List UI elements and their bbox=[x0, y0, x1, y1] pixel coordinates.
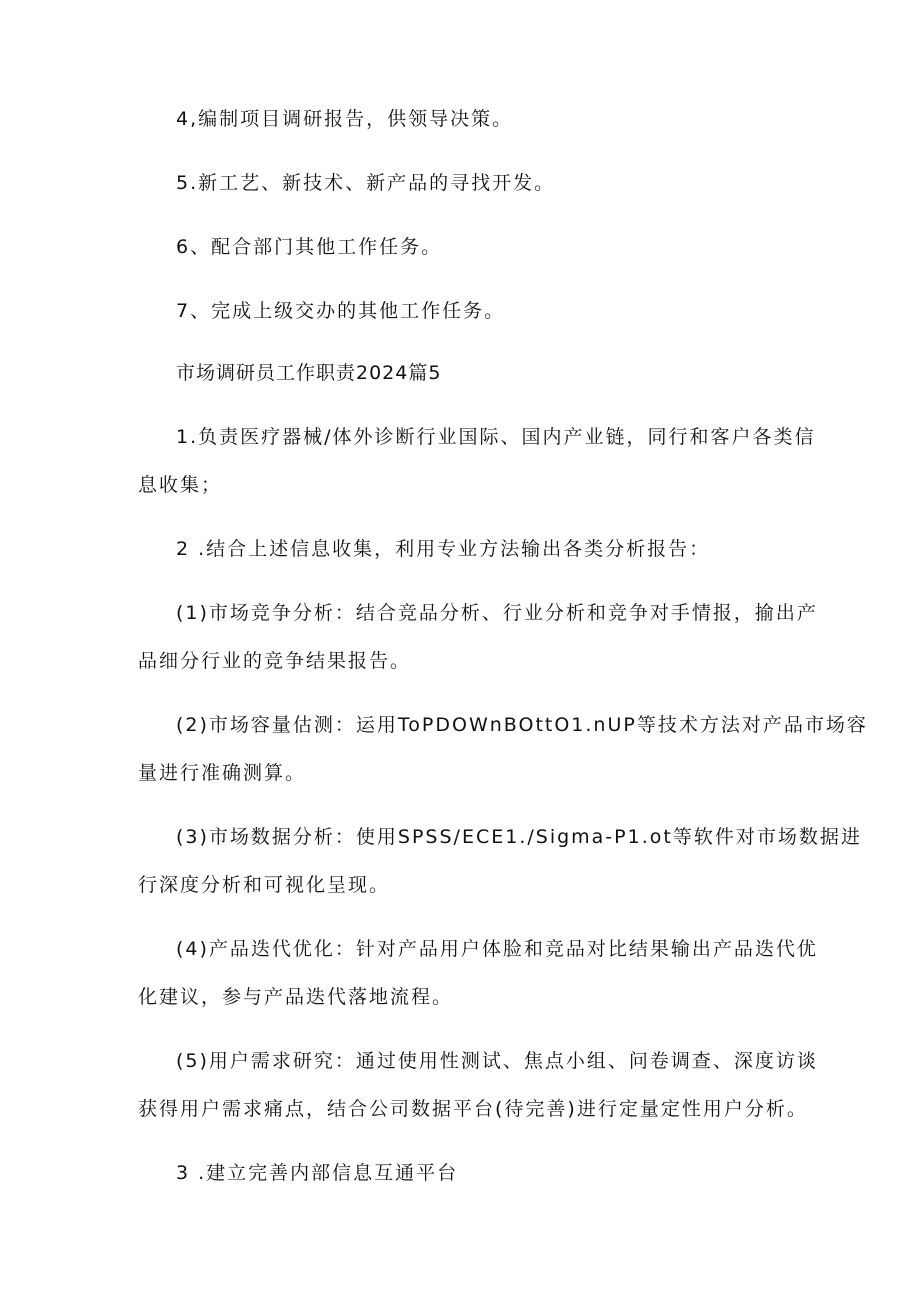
item-6: 6、配合部门其他工作任务。 bbox=[176, 236, 443, 258]
duty-3: 3 .建立完善内部信息互通平台 bbox=[176, 1162, 459, 1184]
item-7: 7、完成上级交办的其他工作任务。 bbox=[176, 300, 506, 322]
sub-2-line-2: 量进行准确测算。 bbox=[138, 762, 307, 784]
sub-1-line-2: 品细分行业的竞争结果报告。 bbox=[138, 650, 412, 672]
sub-4-line-2: 化建议，参与产品迭代落地流程。 bbox=[138, 986, 454, 1008]
sub-1-line-1: (1)市场竞争分析：结合竞品分析、行业分析和竞争对手情报，揄出产 bbox=[176, 602, 818, 624]
duty-1-line-1: 1.负责医疗器械/体外诊断行业国际、国内产业链，同行和客户各类信 bbox=[176, 426, 816, 448]
duty-2: 2 .结合上述信息收集，利用专业方法输出各类分析报告： bbox=[176, 538, 711, 560]
item-4: 4,编制项目调研报告，供领导决策。 bbox=[176, 108, 514, 130]
item-5: 5.新工艺、新技术、新产品的寻找开发。 bbox=[176, 172, 556, 194]
sub-5-line-1: (5)用户需求研究：通过使用性测试、焦点小组、问卷调查、深度访谈 bbox=[176, 1050, 818, 1072]
sub-3-line-2: 行深度分析和可视化呈现。 bbox=[138, 874, 391, 896]
sub-5-line-2: 获得用户需求痛点，结合公司数据平台(待完善)进行定量定性用户分析。 bbox=[138, 1098, 808, 1120]
duty-1-line-2: 息收集； bbox=[138, 474, 223, 496]
sub-3-line-1: (3)市场数据分析：使用SPSS/ECE1./Sigma-P1.ot等软件对市场数据进 bbox=[176, 826, 862, 848]
section-title: 市场调研员工作职责2024篇5 bbox=[176, 362, 442, 384]
sub-2-line-1: (2)市场容量估测：运用ToPDOWnBOttO1.nUP等技术方法对产品市场容 bbox=[176, 714, 868, 736]
sub-4-line-1: (4)产品迭代优化：针对产品用户体脸和竞品对比结果输出产品迭代优 bbox=[176, 938, 818, 960]
